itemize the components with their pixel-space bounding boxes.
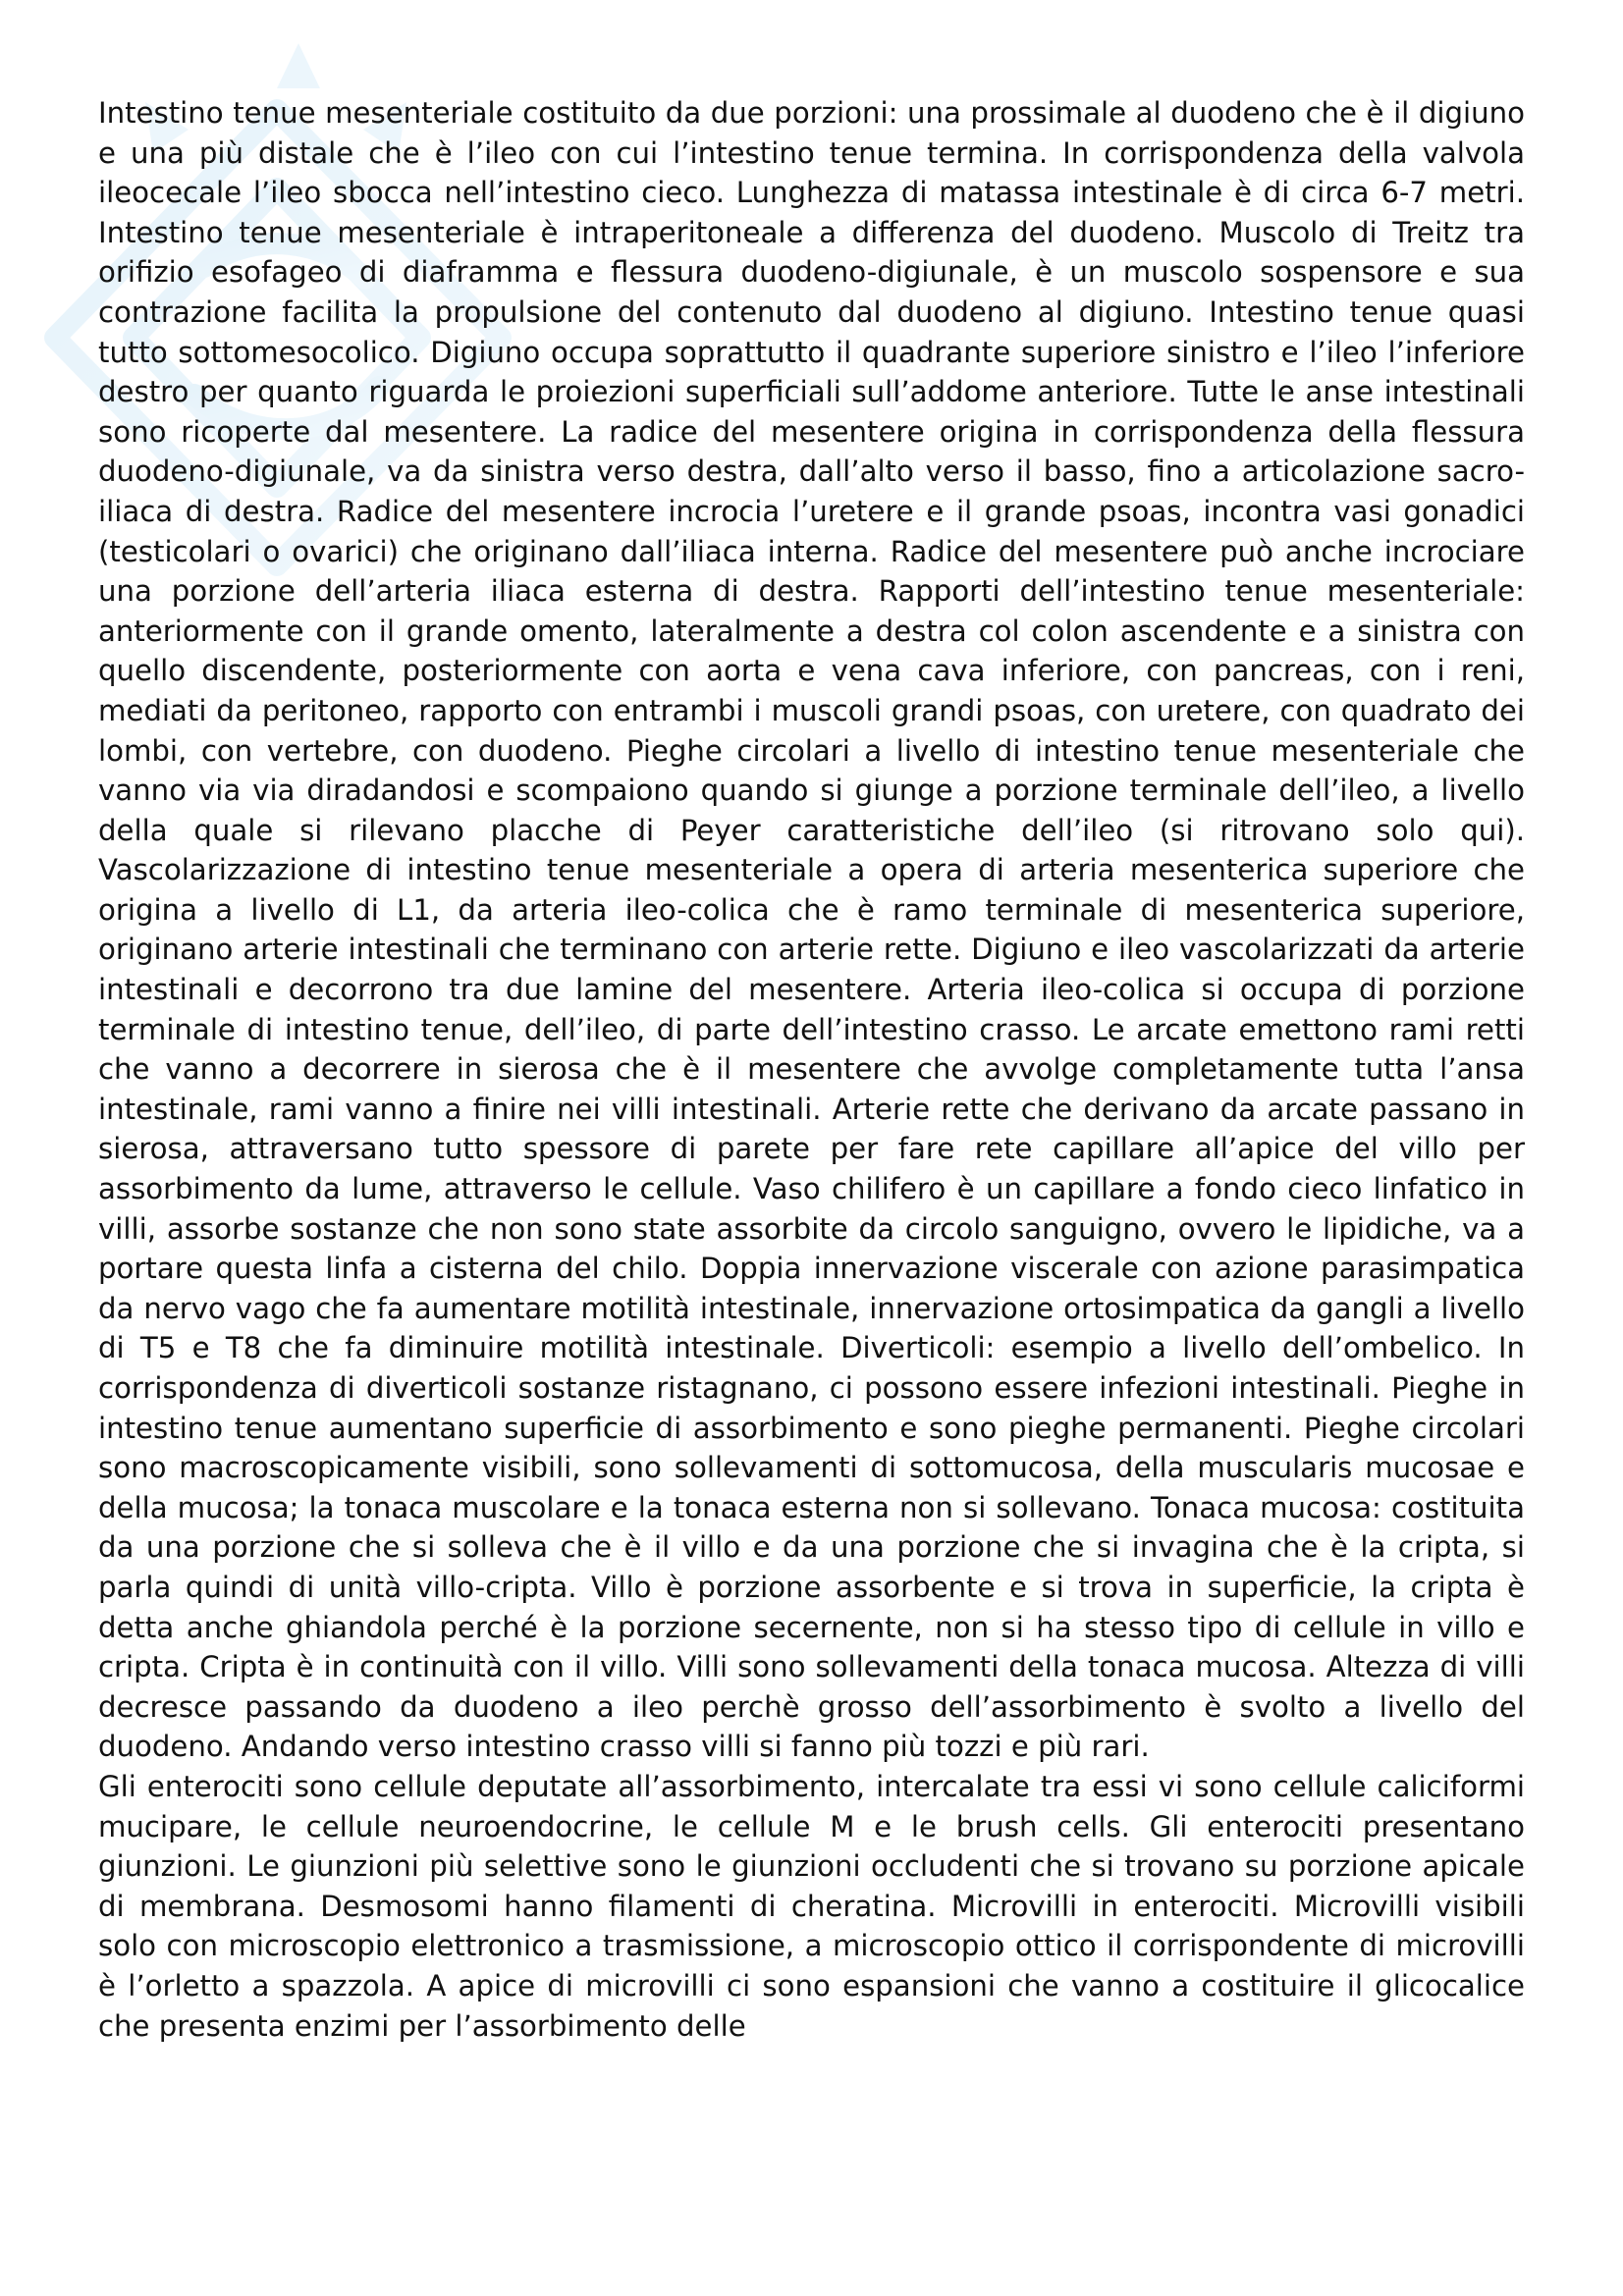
paragraph-enterociti: Gli enterociti sono cellule deputate all’assorbimento, intercalate tra essi vi sono cellule caliciformi mucipare, le cellule neuroendocrine, le cellule M e le brush cells. Gli enterociti presentano giunzioni. Le giunzioni più selettive sono le giunzioni occludenti che si trovano su porzione apicale di membrana. Desmosomi hanno filamenti di cheratina. Microvilli in enterociti. Microvilli visibili solo con microscopio elettronico a trasmissione, a microscopio ottico il corrispondente di microvilli è l’orletto a spazzola. A apice di microvilli ci sono espansioni che vanno a costituire il glicocalice che presenta enzimi per l’assorbimento delle [98,1769,1525,2043]
paragraph-intestino-tenue: Intestino tenue mesenteriale costituito da due porzioni: una prossimale al duodeno che è il digiuno e una più distale che è l’ileo con cui l’intestino tenue termina. In corrispondenza della valvola ileocecale l’ileo sbocca nell’intestino cieco. Lunghezza di matassa intestinale è di circa 6-7 metri. Intestino tenue mesenteriale è intraperitoneale a differenza del duodeno. Muscolo di Treitz tra orifizio esofageo di diaframma e flessura duodeno-digiunale, è un muscolo sospensore e sua contrazione facilita la propulsione del contenuto dal duodeno al digiuno. Intestino tenue quasi tutto sottomesocolico. Digiuno occupa soprattutto il quadrante superiore sinistro e l’ileo l’inferiore destro per quanto riguarda le proiezioni superficiali sull’addome anteriore. Tutte le anse intestinali sono ricoperte dal mesentere. La radice del mesentere origina in corrispondenza della flessura duodeno-digiunale, va da sinistra verso destra, dall’alto verso il basso, fino a articolazione sacro-iliaca di destra. Radice del mesentere incrocia l’uretere e il grande psoas, incontra vasi gonadici (testicolari o ovarici) che originano dall’iliaca interna. Radice del mesentere può anche incrociare una porzione dell’arteria iliaca esterna di destra. Rapporti dell’intestino tenue mesenteriale: anteriormente con il grande omento, lateralmente a destra col colon ascendente e a sinistra con quello discendente, posteriormente con aorta e vena cava inferiore, con pancreas, con i reni, mediati da peritoneo, rapporto con entrambi i muscoli grandi psoas, con uretere, con quadrato dei lombi, con vertebre, con duodeno. Pieghe circolari a livello di intestino tenue mesenteriale che vanno via via diradandosi e scompaiono quando si giunge a porzione terminale dell’ileo, a livello della quale si rilevano placche di Peyer caratteristiche dell’ileo (si ritrovano solo qui). Vascolarizzazione di intestino tenue mesenteriale a opera di arteria mesenterica superiore che origina a livello di L1, da arteria ileo-colica che è ramo terminale di mesenterica superiore, originano arterie intestinali che terminano con arterie rette. Digiuno e ileo vascolarizzati da arterie intestinali e decorrono tra due lamine del mesentere. Arteria ileo-colica si occupa di porzione terminale di intestino tenue, dell’ileo, di parte dell’intestino crasso. Le arcate emettono rami retti che vanno a decorrere in sierosa che è il mesentere che avvolge completamente tutta l’ansa intestinale, rami vanno a finire nei villi intestinali. Arterie rette che derivano da arcate passano in sierosa, attraversano tutto spessore di parete per fare rete capillare all’apice del villo per assorbimento da lume, attraverso le cellule. Vaso chilifero è un capillare a fondo cieco linfatico in villi, assorbe sostanze che non sono state assorbite da circolo sanguigno, ovvero le lipidiche, va a portare questa linfa a cisterna del chilo. Doppia innervazione viscerale con azione parasimpatica da nervo vago che fa aumentare motilità intestinale, innervazione ortosimpatica da gangli a livello di T5 e T8 che fa diminuire motilità intestinale. Diverticoli: esempio a livello dell’ombelico. In corrispondenza di diverticoli sostanze ristagnano, ci possono essere infezioni intestinali. Pieghe in intestino tenue aumentano superficie di assorbimento e sono pieghe permanenti. Pieghe circolari sono macroscopicamente visibili, sono sollevamenti di sottomucosa, della muscularis mucosae e della mucosa; la tonaca muscolare e la tonaca esterna non si sollevano. Tonaca mucosa: costituita da una porzione che si solleva che è il villo e da una porzione che si invagina che è la cripta, si parla quindi di unità villo-cripta. Villo è porzione assorbente e si trova in superficie, la cripta è detta anche ghiandola perché è la porzione secernente, non si ha stesso tipo di cellule in villo e cripta. Cripta è in continuità con il villo. Villi sono sollevamenti della tonaca mucosa. Altezza di villi decresce passando da duodeno a ileo perchè grosso dell’assorbimento è svolto a livello del duodeno. Andando verso intestino crasso villi si fanno più tozzi e più rari. [98,96,1525,1764]
document-body [98,93,1525,2046]
